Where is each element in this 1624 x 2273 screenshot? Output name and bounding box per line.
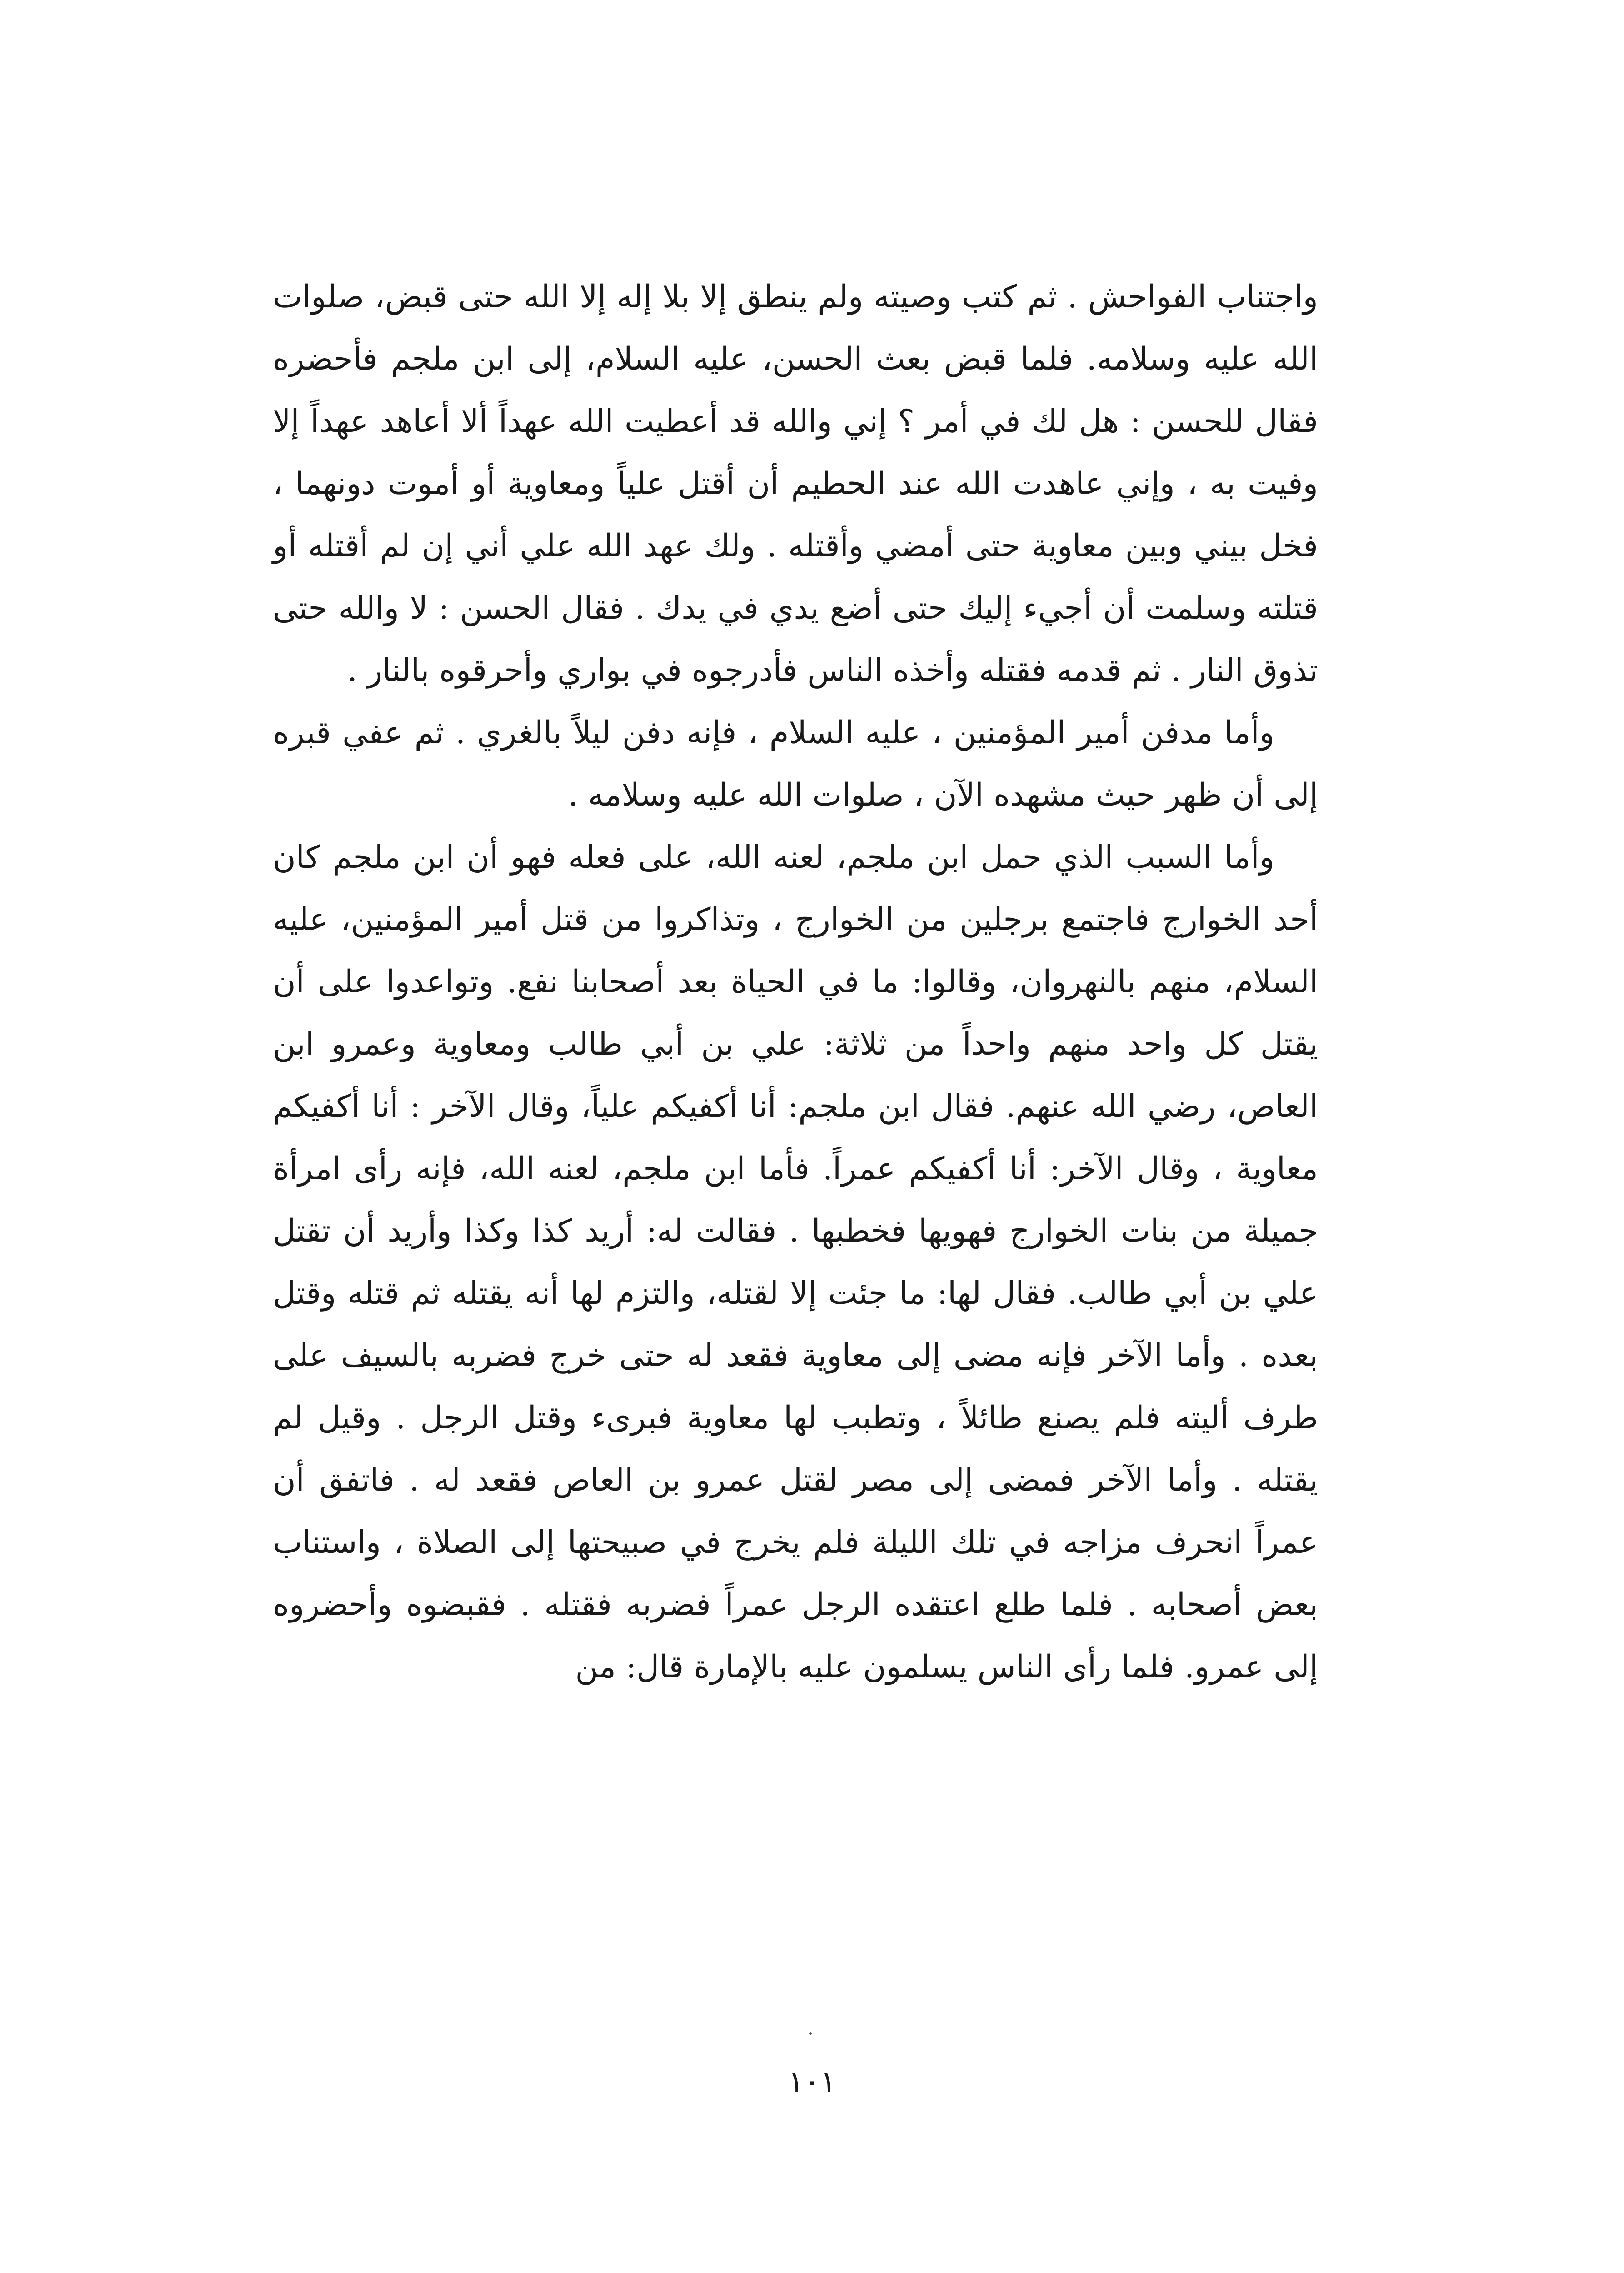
body-text xyxy=(273,266,1318,1698)
scan-speck xyxy=(809,2032,812,2035)
paragraph-3: وأما السبب الذي حمل ابن ملجم، لعنه الله، على فعله فهو أن ابن ملجم كان أحد الخوارج فاجتمع برجلين من الخوارج ، وتذاكروا من قتل أمير المؤمنين، عليه السلام، منهم بالنهروان، وقالوا: ما في الحياة بعد أصحابنا نفع. وتواعدوا على أن يقتل كل واحد منهم واحداً من ثلاثة: علي بن أبي طالب ومعاوية وعمرو ابن العاص، رضي الله عنهم. فقال ابن ملجم: أنا أكفيكم علياً، وقال الآخر : أنا أكفيكم معاوية ، وقال الآخر: أنا أكفيكم عمراً. فأما ابن ملجم، لعنه الله، فإنه رأى امرأة جميلة من بنات الخوارج فهويها فخطبها . فقالت له: أريد كذا وكذا وأريد أن تقتل علي بن أبي طالب. فقال لها: ما جئت إلا لقتله، والتزم لها أنه يقتله ثم قتله وقتل بعده . وأما الآخر فإنه مضى إلى معاوية فقعد له حتى خرج فضربه بالسيف على طرف أليته فلم يصنع طائلاً ، وتطبب لها معاوية فبرىء وقتل الرجل . وقيل لم يقتله . وأما الآخر فمضى إلى مصر لقتل عمرو بن العاص فقعد له . فاتفق أن عمراً انحرف مزاجه في تلك الليلة فلم يخرج في صبيحتها إلى الصلاة ، واستناب بعض أصحابه . فلما طلع اعتقده الرجل عمراً فضربه فقتله . فقبضوه وأحضروه إلى عمرو. فلما رأى الناس يسلمون عليه بالإمارة قال: من xyxy=(273,839,1318,1685)
paragraph-2: وأما مدفن أمير المؤمنين ، عليه السلام ، فإنه دفن ليلاً بالغري . ثم عفي قبره إلى أن ظهر حيث مشهده الآن ، صلوات الله عليه وسلامه . xyxy=(273,715,1318,813)
paragraph-1: واجتناب الفواحش . ثم كتب وصيته ولم ينطق إلا بلا إله إلا الله حتى قبض، صلوات الله عليه وسلامه. فلما قبض بعث الحسن، عليه السلام، إلى ابن ملجم فأحضره فقال للحسن : هل لك في أمر ؟ إني والله قد أعطيت الله عهداً ألا أعاهد عهداً إلا وفيت به ، وإني عاهدت الله عند الحطيم أن أقتل علياً ومعاوية أو أموت دونهما ، فخل بيني وبين معاوية حتى أمضي وأقتله . ولك عهد الله علي أني إن لم أقتله أو قتلته وسلمت أن أجيء إليك حتى أضع يدي في يدك . فقال الحسن : لا والله حتى تذوق النار . ثم قدمه فقتله وأخذه الناس فأدرجوه في بواري وأحرقوه بالنار . xyxy=(273,279,1318,689)
page-number: ١٠١ xyxy=(788,2064,836,2099)
